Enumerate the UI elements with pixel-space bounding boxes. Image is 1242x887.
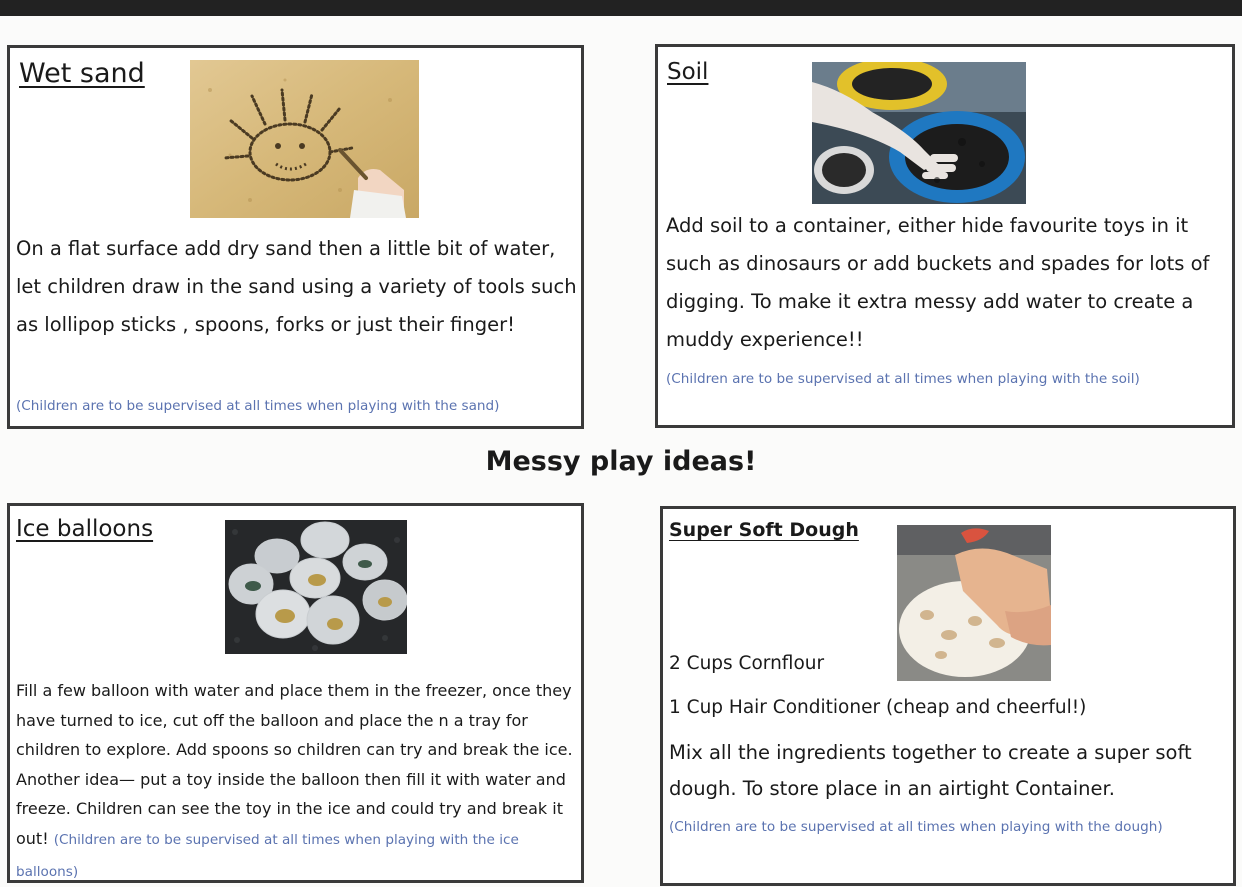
supervision-note: (Children are to be supervised at all times when playing with the soil): [666, 371, 1140, 387]
card-super-soft-dough: [660, 506, 1236, 886]
card-title: Ice balloons: [16, 516, 154, 542]
heading-text: Messy play ideas!: [485, 446, 757, 477]
soil-play-photo: [812, 62, 1026, 204]
page-heading: [0, 446, 1242, 477]
card-body-text: Fill a few balloon with water and place them in the freezer, once they have turned to ice, cut off the balloon and place the n a tray for children to explore. Add spoons so children can try and break the ice. Another idea— put a toy inside the balloon then fill it with water and freeze. Children can see the toy in the ice and could try and break it out!: [16, 681, 573, 848]
card-body: Add soil to a container, either hide favourite toys in it such as dinosaurs or add buckets and spades for lots of digging. To make it extra messy add water to create a muddy experience!!: [666, 214, 1210, 351]
card-title: Super Soft Dough: [669, 519, 859, 541]
top-bar: [0, 0, 1242, 16]
card-body: [16, 676, 582, 887]
card-soil: [655, 44, 1235, 428]
supervision-note: (Children are to be supervised at all times when playing with the sand): [16, 398, 500, 414]
method-text: Mix all the ingredients together to create a super soft dough. To store place in an airtight Container.: [669, 741, 1192, 800]
sand-drawing-photo: [190, 60, 419, 218]
supervision-note: (Children are to be supervised at all times when playing with the ice balloons): [16, 831, 519, 880]
card-body: On a flat surface add dry sand then a little bit of water, let children draw in the sand using a variety of tools such as lollipop sticks , spoons, forks or just their finger!: [16, 237, 577, 336]
card-title: Soil: [667, 59, 709, 85]
card-title: Wet sand: [19, 58, 145, 89]
dough-kneading-photo: [897, 525, 1051, 681]
ingredient-line: 2 Cups Cornflour: [669, 653, 825, 674]
supervision-note: (Children are to be supervised at all times when playing with the dough): [669, 819, 1163, 835]
card-wet-sand: [7, 45, 584, 429]
ingredient-line: 1 Cup Hair Conditioner (cheap and cheerful!): [669, 697, 1087, 718]
ice-balloons-photo: [225, 520, 407, 654]
card-ice-balloons: [7, 503, 584, 883]
